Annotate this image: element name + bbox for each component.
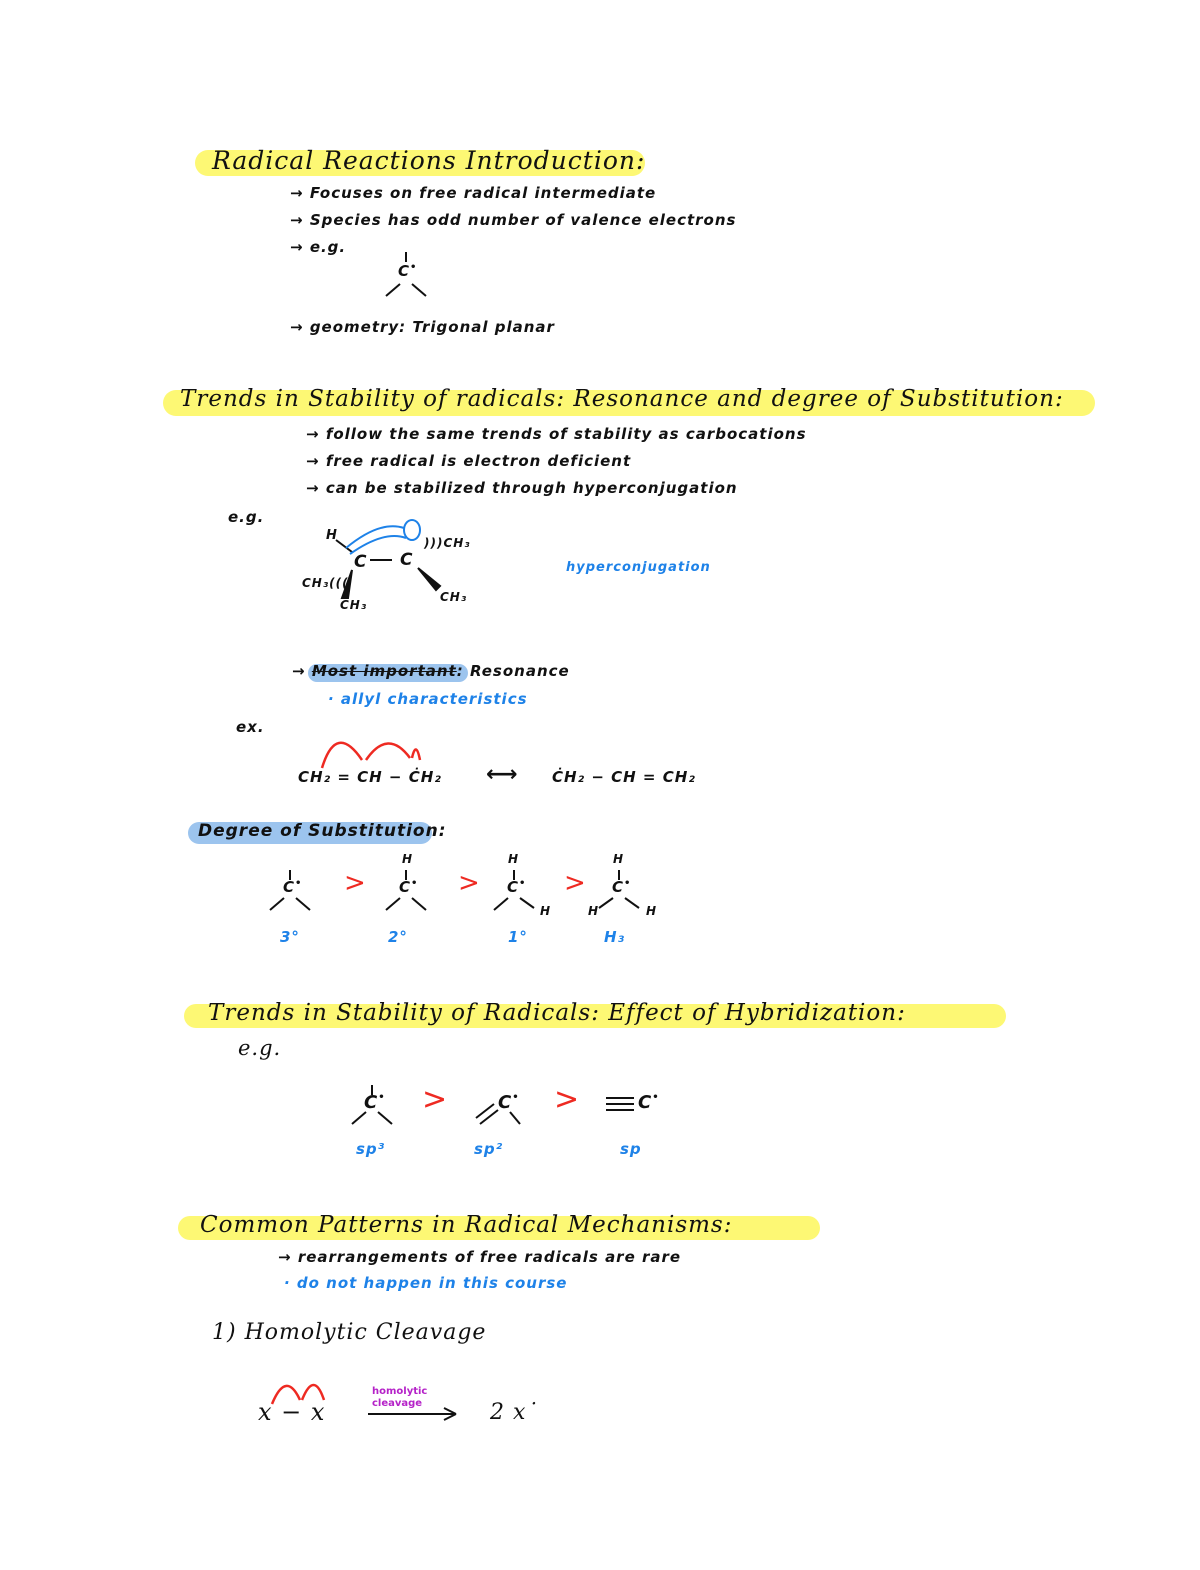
hybridization-structures	[352, 1085, 634, 1124]
allyl-left: CH₂ = CH − ĊH₂	[298, 768, 442, 786]
allyl-right: ĊH₂ − CH = CH₂	[552, 768, 696, 786]
radical-dot: •	[512, 1092, 520, 1103]
hyb-gt-1: >	[422, 1082, 448, 1117]
step1-title: 1) Homolytic Cleavage	[212, 1320, 487, 1345]
resonance-arrows	[322, 743, 420, 768]
gt-3: >	[564, 868, 586, 898]
section3-eg: e.g.	[238, 1036, 282, 1060]
bullet-2-3: → can be stabilized through hyperconjugation	[306, 479, 738, 497]
arrow-icon: →	[292, 662, 306, 680]
bullet-2-2: → free radical is electron deficient	[306, 452, 632, 470]
deg-h-1: H	[508, 852, 520, 866]
deg-c-3: C•	[283, 878, 303, 896]
radical-carbon: C•	[398, 262, 418, 280]
hyb-gt-2: >	[554, 1082, 580, 1117]
radical-dot: •	[411, 878, 419, 889]
section4-title: Common Patterns in Radical Mechanisms:	[200, 1212, 733, 1238]
label-2deg: 2°	[388, 928, 408, 946]
deg-h-0-right: H	[646, 904, 658, 918]
hyperconjugation-label: hyperconjugation	[566, 560, 711, 575]
deg-c-1: C•	[507, 878, 527, 896]
atom-c-right: C	[400, 550, 414, 570]
deg-h-2: H	[402, 852, 414, 866]
product-2x: 2 x˙	[490, 1400, 539, 1425]
hyb-c-sp: C•	[638, 1092, 660, 1113]
hyperconjugation-structure	[336, 520, 440, 598]
deg-c-0: C•	[612, 878, 632, 896]
label-methyl: H₃	[604, 928, 626, 946]
bullet-3: → e.g.	[290, 238, 347, 256]
section1-title: Radical Reactions Introduction:	[212, 146, 646, 175]
most-important-line: → Most important: Resonance	[292, 662, 570, 680]
arrow-icon: →	[290, 184, 304, 202]
radical-dot: •	[410, 262, 418, 273]
arrow-icon: →	[306, 479, 320, 497]
eg-label: e.g.	[228, 508, 265, 526]
arrow-icon: →	[290, 238, 304, 256]
label-1deg: 1°	[508, 928, 528, 946]
section3-title: Trends in Stability of Radicals: Effect of Hybridization:	[208, 1000, 906, 1026]
bullet-geometry: → geometry: Trigonal planar	[290, 318, 555, 336]
gt-2: >	[458, 868, 480, 898]
course-note: · do not happen in this course	[284, 1274, 568, 1292]
methyl-bottom-right: CH₃	[440, 590, 468, 604]
atom-c-left: C	[354, 552, 368, 572]
radical-dot: •	[652, 1092, 660, 1103]
reactant-xx: x − x	[258, 1398, 326, 1426]
gt-1: >	[344, 868, 366, 898]
methyl-dash-left: CH₃(((	[302, 576, 349, 590]
bullet-4-1: → rearrangements of free radicals are rare	[278, 1248, 682, 1266]
methyl-bottom-left: CH₃	[340, 598, 368, 612]
hyb-c-sp3: C•	[364, 1092, 386, 1113]
bullet-2-1: → follow the same trends of stability as carbocations	[306, 425, 807, 443]
methyl-dash-right: )))CH₃	[424, 536, 471, 550]
arrow-icon: →	[290, 318, 304, 336]
arrow-icon: →	[306, 425, 320, 443]
radical-dot: •	[378, 1092, 386, 1103]
radical-dot: •	[295, 878, 303, 889]
label-sp3: sp³	[356, 1140, 386, 1158]
label-sp2: sp²	[474, 1140, 504, 1158]
arrow-icon: →	[306, 452, 320, 470]
label-3deg: 3°	[280, 928, 300, 946]
ex-label: ex.	[236, 718, 265, 736]
atom-h: H	[326, 528, 338, 543]
homolytic-label: homolytic cleavage	[372, 1386, 428, 1409]
degree-title: Degree of Substitution:	[198, 821, 447, 841]
deg-h-0-left: H	[588, 904, 600, 918]
radical-dot: •	[624, 878, 632, 889]
deg-h-0: H	[613, 852, 625, 866]
section2-title: Trends in Stability of radicals: Resonance and degree of Substitution:	[180, 386, 1064, 412]
label-sp: sp	[620, 1140, 642, 1158]
radical-dot: •	[519, 878, 527, 889]
bullet-1: → Focuses on free radical intermediate	[290, 184, 657, 202]
deg-h-1-right: H	[540, 904, 552, 918]
allyl-arrow: ⟷	[486, 762, 519, 787]
hyb-c-sp2: C•	[498, 1092, 520, 1113]
arrow-icon: →	[278, 1248, 292, 1266]
arrow-icon: →	[290, 211, 304, 229]
allyl-note: · allyl characteristics	[328, 690, 528, 708]
bullet-2: → Species has odd number of valence electrons	[290, 211, 737, 229]
deg-c-2: C•	[399, 878, 419, 896]
